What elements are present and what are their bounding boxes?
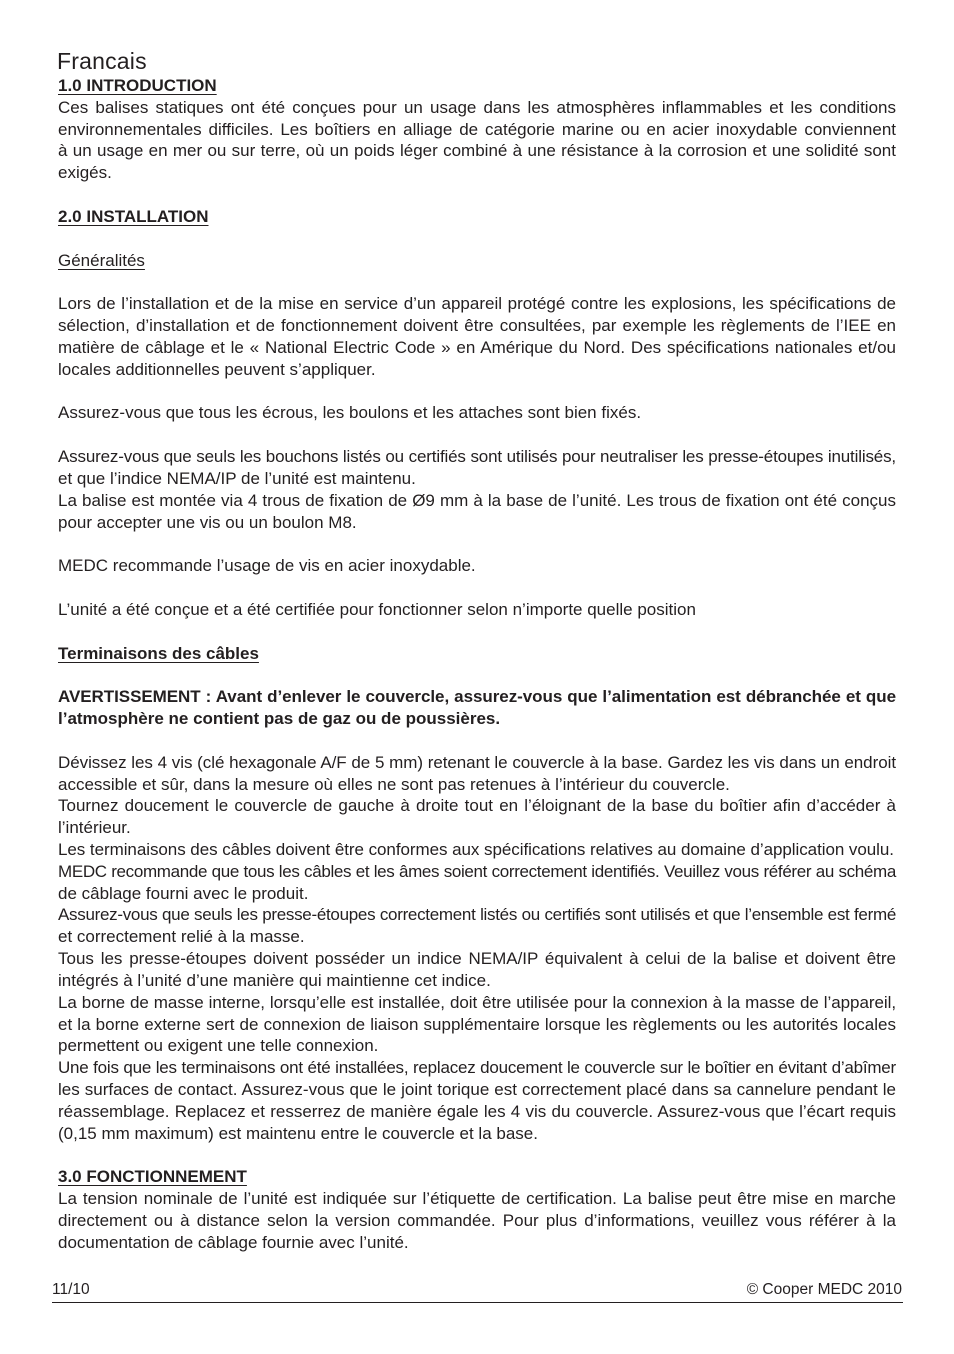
text-line: et que l’indice NEMA/IP de l’unité est maintenu. [58, 468, 416, 488]
section-heading-operation: 3.0 FONCTIONNEMENT [58, 1167, 247, 1187]
document-body [58, 75, 896, 1254]
text-line: Assurez-vous que seuls les presse-étoupes correctement listés ou certifiés sont utilisés et que l’ensemble est fermé [58, 905, 896, 925]
subheading-general: Généralités [58, 250, 145, 270]
warning-paragraph [58, 686, 896, 730]
text-line: de câblage fourni avec le produit. [58, 883, 309, 903]
text-line: L’unité a été conçue et a été certifiée pour fonctionner selon n’importe quelle position [58, 599, 696, 619]
paragraph [58, 839, 896, 861]
paragraph [58, 904, 896, 948]
text-line: l’atmosphère ne contient pas de gaz ou de poussières. [58, 709, 501, 729]
text-line: sélection, d’installation et de fonctionnement doivent être consultées, par exemple les règlements de l’IEE en [58, 316, 896, 336]
text-line: directement ou à distance selon la version commandée. Pour plus d’informations, veuillez vous référer à la [58, 1211, 896, 1231]
text-line: documentation de câblage fournie avec l’unité. [58, 1232, 409, 1252]
text-line: les surfaces de contact. Assurez-vous que le joint torique est correctement placé dans sa cannelure pendant le [58, 1080, 896, 1100]
text-line: MEDC recommande que tous les câbles et les âmes soient correctement identifiés. Veuillez vous référer au schéma [58, 861, 896, 881]
section-heading-introduction: 1.0 INTRODUCTION [58, 76, 217, 95]
text-line: Lors de l’installation et de la mise en service d’un appareil protégé contre les explosions, les spécifications de [58, 294, 896, 314]
paragraph [58, 795, 896, 839]
paragraph [58, 948, 896, 992]
text-line: et la borne externe sert de connexion de liaison supplémentaire lorsque les règlements ou les autorités locales [58, 1014, 896, 1034]
text-line: Dévissez les 4 vis (clé hexagonale A/F de 5 mm) retenant le couvercle à la base. Gardez les vis dans un endroit [58, 752, 896, 772]
text-line: (0,15 mm maximum) est maintenu entre le couvercle et la base. [58, 1123, 538, 1143]
subheading-cable-terminations: Terminaisons des câbles [58, 643, 259, 663]
text-line: La balise est montée via 4 trous de fixation de Ø9 mm à la base de l’unité. Les trous de fixation ont été conçus [58, 490, 896, 510]
paragraph [58, 402, 896, 424]
language-title: Francais [57, 48, 147, 74]
paragraph [58, 599, 896, 621]
paragraph [58, 446, 896, 490]
text-line: Assurez-vous que seuls les bouchons listés ou certifiés sont utilisés pour neutraliser les presse-étoupes inutilisés, [58, 447, 896, 467]
page-number: 11/10 [52, 1281, 90, 1298]
text-line: intégrés à l’unité d’une manière qui maintienne cet indice. [58, 970, 491, 990]
text-line: Tous les presse-étoupes doivent posséder un indice NEMA/IP équivalent à celui de la balise et doivent être [58, 949, 896, 969]
text-line: permettent ou exigent une telle connexion. [58, 1036, 379, 1056]
text-line: MEDC recommande l’usage de vis en acier inoxydable. [58, 556, 476, 576]
text-line: exigés. [58, 163, 112, 183]
footer-divider [52, 1302, 903, 1303]
paragraph [58, 861, 896, 905]
paragraph [58, 490, 896, 534]
text-line: La tension nominale de l’unité est indiquée sur l’étiquette de certification. La balise peut être mise en marche [58, 1189, 896, 1209]
text-line: l’intérieur. [58, 818, 131, 838]
paragraph [58, 555, 896, 577]
text-line: accessible et sûr, dans la mesure où elles ne sont pas retenues à l’intérieur du couvercle. [58, 774, 730, 794]
text-line: pour accepter une vis ou un boulon M8. [58, 512, 357, 532]
text-line: à un usage en mer ou sur terre, où un poids léger combiné à une résistance à la corrosion et une solidité sont [58, 141, 896, 161]
text-line: Tournez doucement le couvercle de gauche à droite tout en l’éloignant de la base du boîtier afin d’accéder à [58, 796, 896, 816]
paragraph [58, 992, 896, 1057]
paragraph [58, 752, 896, 796]
text-line: Assurez-vous que tous les écrous, les boulons et les attaches sont bien fixés. [58, 403, 642, 423]
text-line: matière de câblage et le « National Electric Code » en Amérique du Nord. Des spécifications nationales et/ou [58, 337, 896, 357]
paragraph [58, 97, 896, 184]
text-line: Ces balises statiques ont été conçues pour un usage dans les atmosphères inflammables et les conditions [58, 97, 896, 117]
text-line: Une fois que les terminaisons ont été installées, replacez doucement le couvercle sur le boîtier en évitant d’abîmer [58, 1058, 896, 1078]
text-line: réassemblage. Replacez et resserrez de manière égale les 4 vis du couvercle. Assurez-vous que l’écart requis [58, 1101, 896, 1121]
text-line: AVERTISSEMENT : Avant d’enlever le couvercle, assurez-vous que l’alimentation est débranchée et que [58, 687, 896, 707]
text-line: Les terminaisons des câbles doivent être conformes aux spécifications relatives au domaine d’application voulu. [58, 839, 894, 859]
text-line: La borne de masse interne, lorsqu’elle est installée, doit être utilisée pour la connexion à la masse de l’appareil, [58, 992, 896, 1012]
text-line: environnementales difficiles. Les boîtiers en alliage de catégorie marine ou en acier inoxydable conviennent [58, 119, 896, 139]
paragraph [58, 1057, 896, 1144]
copyright-notice: © Cooper MEDC 2010 [746, 1281, 902, 1298]
text-line: locales additionnelles peuvent s’appliquer. [58, 359, 376, 379]
paragraph [58, 293, 896, 380]
paragraph [58, 1188, 896, 1253]
text-line: et correctement relié à la masse. [58, 927, 305, 947]
section-heading-installation: 2.0 INSTALLATION [58, 206, 209, 226]
